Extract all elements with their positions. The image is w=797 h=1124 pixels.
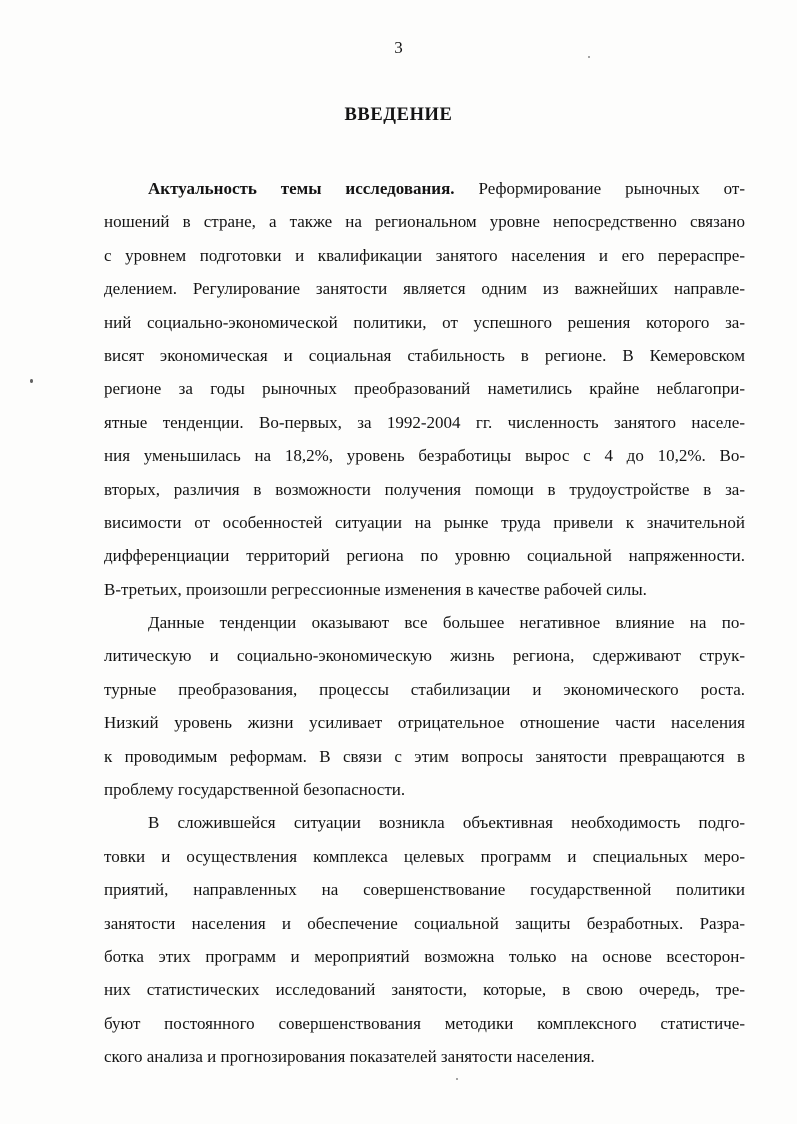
text-line: Данные тенденции оказывают все большее негативное влияние на по- (148, 613, 745, 633)
text-line: с уровнем подготовки и квалификации занятого населения и его перераспре- (104, 245, 745, 265)
text-line: висят экономическая и социальная стабильность в регионе. В Кемеровском (104, 345, 745, 365)
text-line: ботка этих программ и мероприятий возможна только на основе всесторон- (104, 946, 745, 966)
text-line: ского анализа и прогнозирования показателей занятости населения. (104, 1047, 595, 1067)
paragraph (104, 806, 745, 1073)
paragraph-lead: Актуальность темы исследования. (148, 179, 455, 198)
text-line: проблему государственной безопасности. (104, 780, 406, 800)
text-line: них статистических исследований занятости, которые, в свою очередь, тре- (104, 980, 745, 1000)
text-line: занятости населения и обеспечение социальной защиты безработных. Разра- (104, 913, 745, 933)
paragraph (104, 172, 745, 606)
text-line: буют постоянного совершенствования методики комплексного статистиче- (104, 1013, 745, 1033)
text-line: турные преобразования, процессы стабилизации и экономического роста. (104, 679, 745, 699)
text-line: ний социально-экономической политики, от успешного решения которого за- (104, 312, 745, 332)
text-line: литическую и социально-экономическую жизнь региона, сдерживают струк- (104, 646, 745, 666)
text-line: ятные тенденции. Во-первых, за 1992-2004 гг. численность занятого населе- (104, 412, 745, 432)
text-line: ношений в стране, а также на региональном уровне непосредственно связано (104, 212, 745, 232)
page-number: 3 (394, 38, 403, 57)
text-line: ния уменьшилась на 18,2%, уровень безработицы вырос с 4 до 10,2%. Во- (104, 446, 745, 466)
scan-artifact (30, 379, 33, 383)
scan-artifact (588, 56, 590, 58)
text-line: висимости от особенностей ситуации на рынке труда привели к значительной (104, 512, 745, 532)
text-line: товки и осуществления комплекса целевых программ и специальных меро- (104, 846, 745, 866)
page-title: ВВЕДЕНИЕ (344, 105, 453, 125)
text-line: В-третьих, произошли регрессионные изменения в качестве рабочей силы. (104, 579, 647, 599)
text-line: приятий, направленных на совершенствование государственной политики (104, 880, 745, 900)
text-line: Низкий уровень жизни усиливает отрицательное отношение части населения (104, 713, 745, 733)
text-line: к проводимым реформам. В связи с этим вопросы занятости превращаются в (104, 746, 745, 766)
text-line: Актуальность темы исследования. Реформирование рыночных от- (148, 179, 745, 198)
text-line: В сложившейся ситуации возникла объективная необходимость подго- (148, 813, 745, 833)
paragraph (104, 606, 745, 806)
text-line: регионе за годы рыночных преобразований наметились крайне неблагопри- (104, 379, 745, 399)
document-body (104, 172, 745, 1074)
text-line: делением. Регулирование занятости является одним из важнейших направле- (104, 279, 745, 299)
text-line: дифференциации территорий региона по уровню социальной напряженности. (104, 546, 745, 566)
scan-artifact (456, 1078, 458, 1080)
text-line: вторых, различия в возможности получения помощи в трудоустройстве в за- (104, 479, 745, 499)
